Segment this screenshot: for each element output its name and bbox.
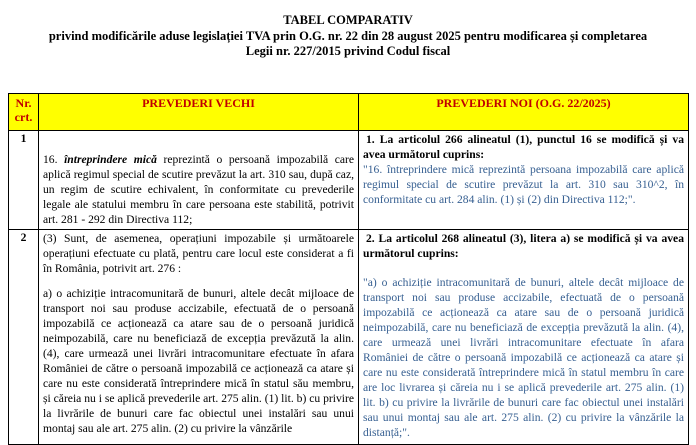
old-provision-rest: reprezintă o persoană impozabilă care aplică regimul special de scutire prevăzut la art. 310 sau, după caz, un regim de scutire echivalent, în conformitate cu prevederile legale ale statului membru în care persoana este stabilită, potrivit art. 281 - 292 din Directiva 112;	[43, 153, 355, 226]
header-prevederi-vechi: PREVEDERI VECHI	[39, 94, 359, 131]
table-row	[9, 131, 689, 230]
old-provision-paragraph-1: (3) Sunt, de asemenea, operațiuni impozabile și următoarele operațiuni efectuate cu plată, pentru care locul este considerat a fi în România, potrivit art. 276 :	[43, 232, 354, 275]
new-provision-quote: "a) o achiziție intracomunitară de bunuri, altele decât mijloace de transport noi sau produse accizabile, efectuată de o persoană impozabilă ce acționează ca atare sau de o persoană juridică neimpozabilă, care nu beneficiază de excepția prevăzută la alin. (4), care urmează unei livrări intracomunitare efectuate în afara României de către o persoană impozabilă ce acționează ca atare și care nu este considerată întreprindere mică în statul membru în care are loc livrarea și căreia nu i se aplică prevederile art. 275 alin. (1) lit. b) cu privire la livrările de bunuri care fac obiectul unei instalări sau unui montaj sau ale art. 275 alin. (2) cu privire la vânzările la distanță;".	[363, 276, 684, 439]
old-provision-paragraph	[43, 152, 354, 227]
table-header-row	[9, 94, 689, 131]
header-nr-crt: Nr. crt.	[9, 94, 39, 131]
row-number: 1	[9, 131, 39, 230]
document-page	[0, 13, 696, 439]
old-provision-cell	[39, 230, 359, 445]
old-provision-prefix: 16.	[43, 153, 65, 166]
table-row	[9, 230, 689, 445]
new-provision-heading: 2. La articolul 268 alineatul (3), litera a) se modifică și va avea următorul cuprins:	[363, 232, 684, 260]
document-title	[0, 13, 696, 60]
header-prevederi-noi: PREVEDERI NOI (O.G. 22/2025)	[359, 94, 689, 131]
new-provision-cell	[359, 131, 689, 230]
old-provision-paragraph-2: a) o achiziție intracomunitară de bunuri, altele decât mijloace de transport noi sau produse accizabile, efectuată de o persoană impozabilă ce acționează ca atare sau de o persoană juridică neimpozabilă, care nu beneficiază de excepția prevăzută la alin. (4), care urmează unei livrări intracomunitare efectuate în afara României de către o persoană impozabilă ce acționează ca atare și care nu este considerată întreprindere mică în statul său membru, și căreia nu i se aplică prevederile art. 275 alin. (1) lit. b) cu privire la livrările de bunuri care fac obiectul unei instalări sau unui montaj sau ale art. 275 alin. (2) cu privire la vânzările	[43, 287, 354, 435]
new-provision-quote: "16. întreprindere mică reprezintă persoana impozabilă care aplică regimul special de scutire prevăzut la art. 310 sau 310^2, în conformitate cu art. 284 alin. (1) și (2) din Directiva 112;".	[363, 163, 684, 206]
old-provision-term: întreprindere mică	[64, 153, 157, 166]
row-number: 2	[9, 230, 39, 445]
new-provision-heading: 1. La articolul 266 alineatul (1), punctul 16 se modifică și va avea următorul cuprins:	[363, 133, 684, 161]
old-provision-cell	[39, 131, 359, 230]
title-line-3: Legii nr. 227/2015 privind Codul fiscal	[245, 44, 451, 58]
title-line-1: TABEL COMPARATIV	[283, 13, 413, 27]
new-provision-cell	[359, 230, 689, 445]
comparative-table	[8, 93, 689, 445]
title-line-2: privind modificările aduse legislației TVA prin O.G. nr. 22 din 28 august 2025 pentru modificarea și completarea	[48, 28, 648, 43]
